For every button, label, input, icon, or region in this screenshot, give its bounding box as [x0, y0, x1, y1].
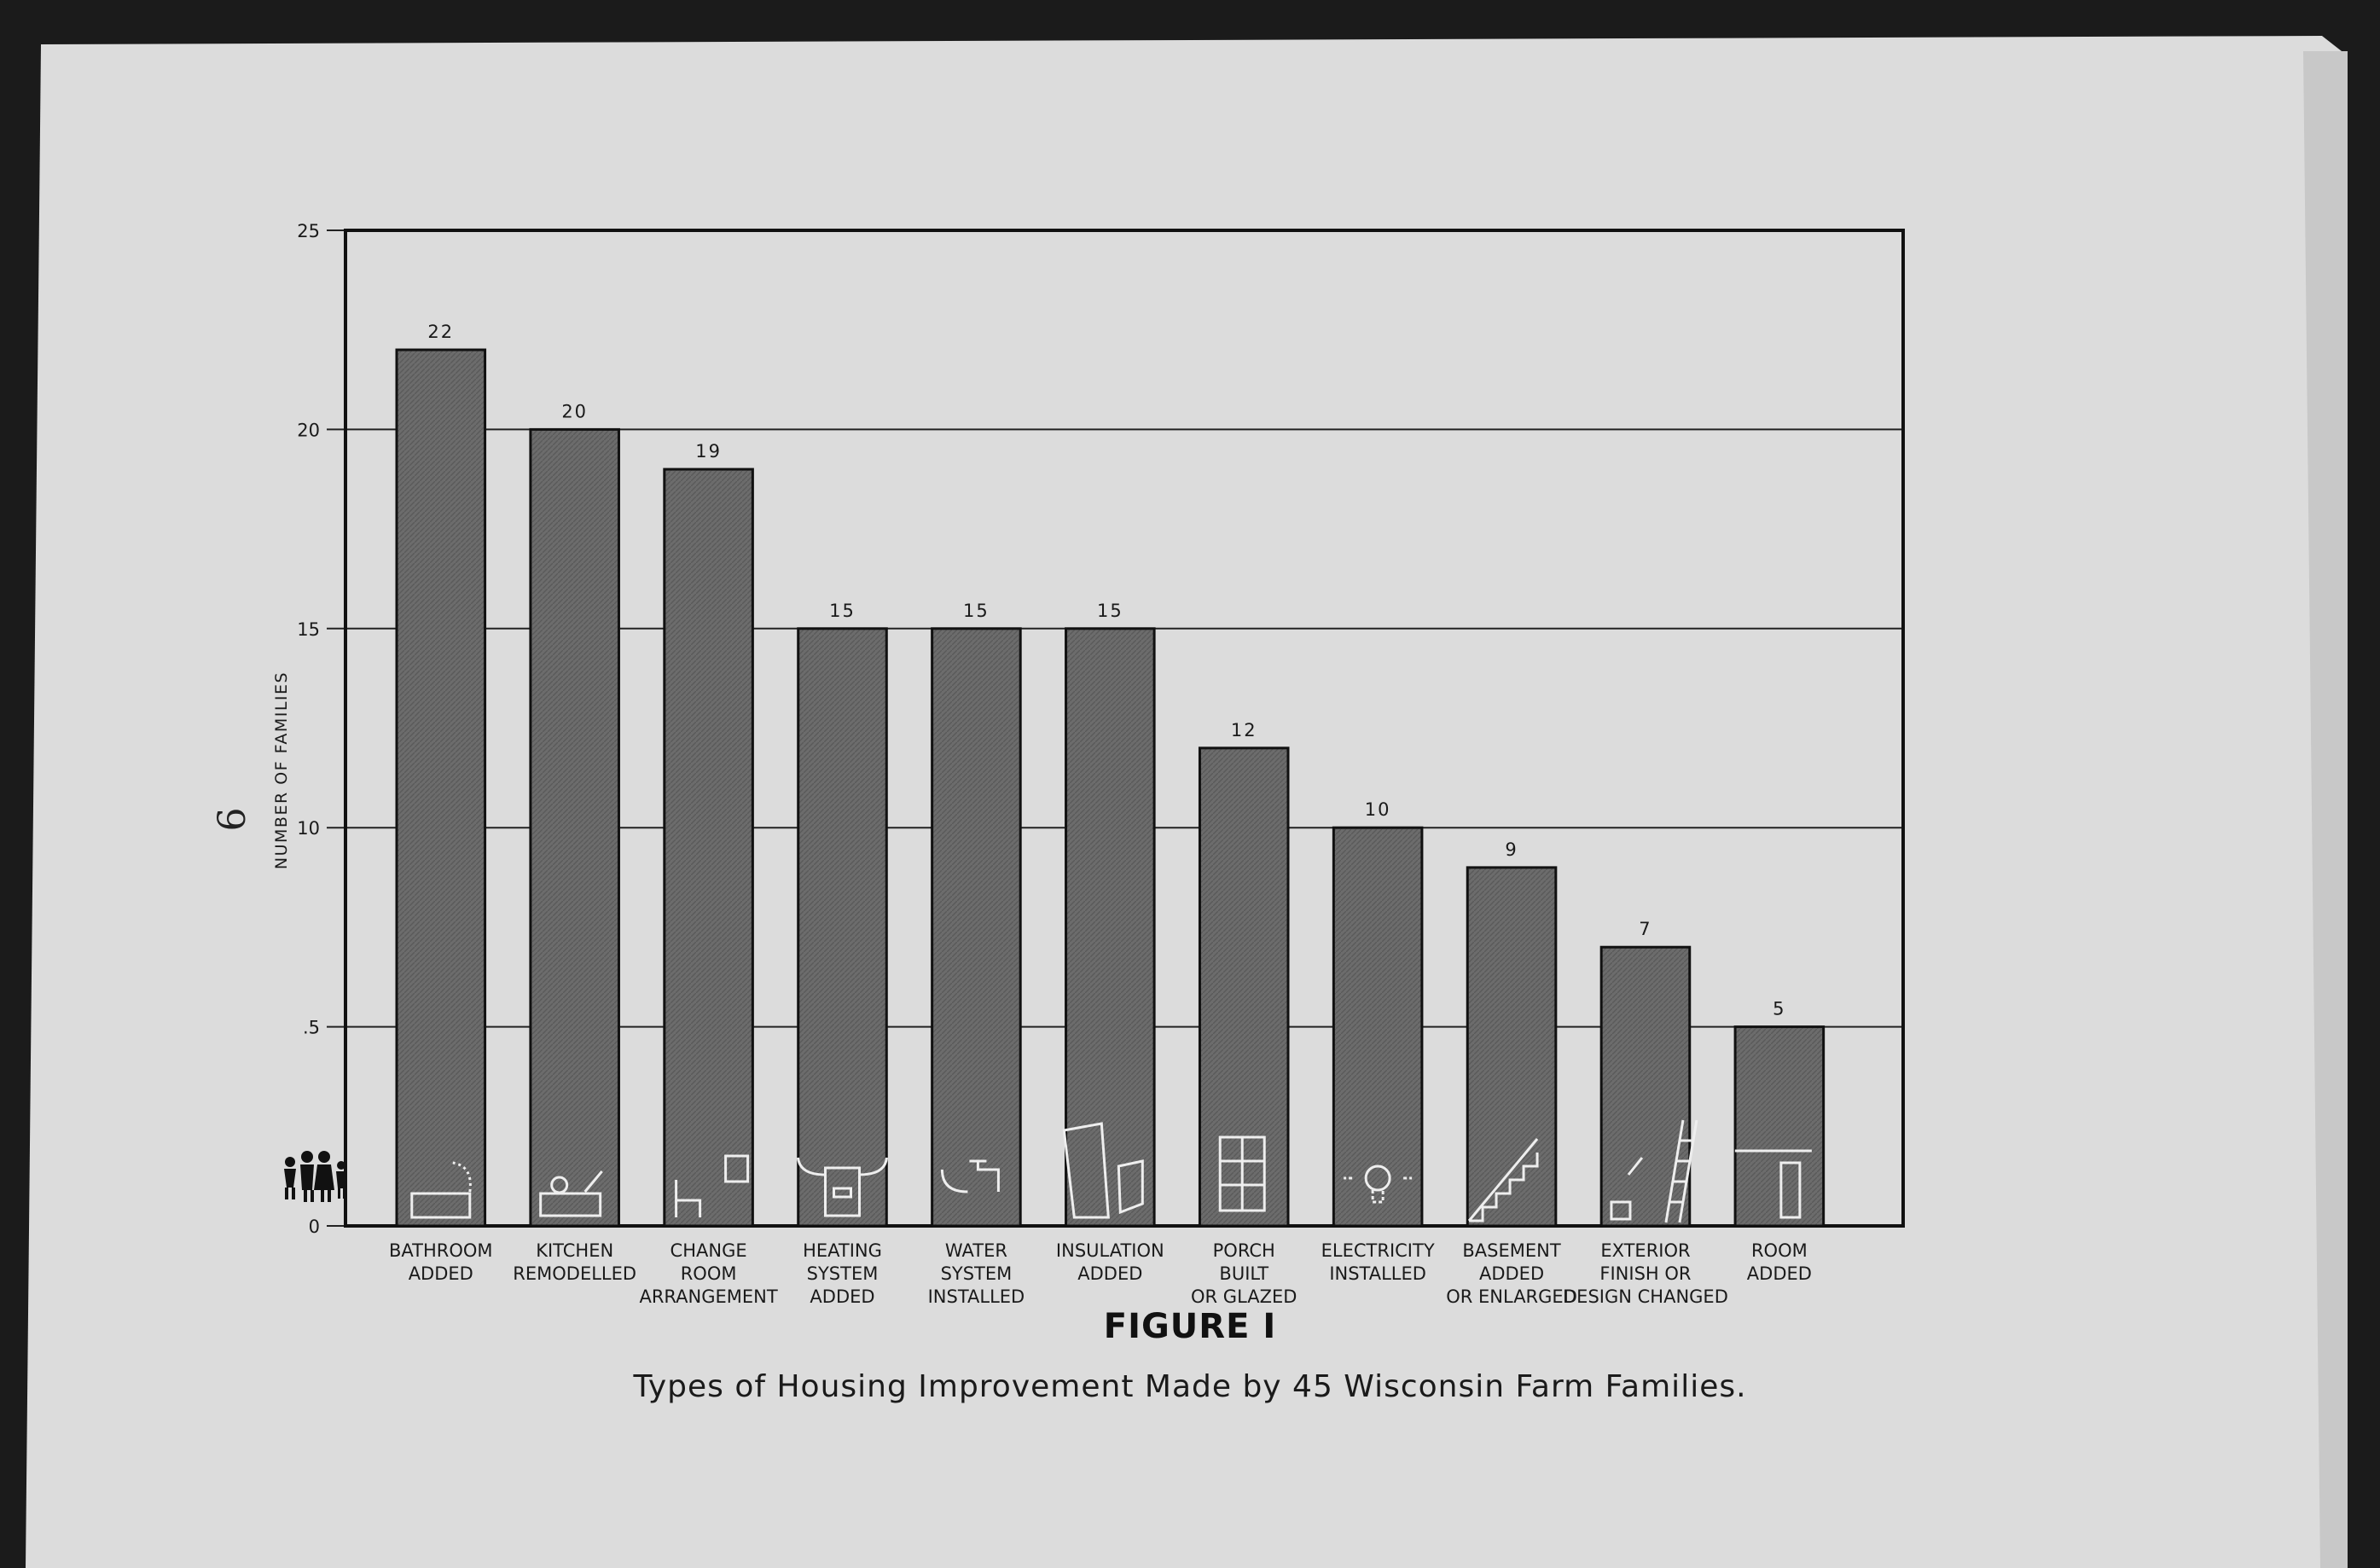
bar-porch-built-or-glazed	[1199, 748, 1288, 1226]
category-label-line: DESIGN CHANGED	[1563, 1286, 1728, 1307]
category-label-line: WATER	[944, 1240, 1007, 1261]
category-label-line: INSTALLED	[1329, 1263, 1426, 1284]
category-label-line: FINISH OR	[1599, 1263, 1692, 1284]
bar-bathroom-added	[397, 350, 485, 1226]
category-label-line: REMODELLED	[513, 1263, 637, 1284]
bar-value-label: 15	[1096, 600, 1123, 621]
bar-kitchen-remodelled	[531, 429, 619, 1226]
figure-label: FIGURE I	[1103, 1307, 1277, 1346]
figure-caption: Types of Housing Improvement Made by 45 Wisconsin Farm Families.	[633, 1369, 1747, 1404]
category-label-line: PORCH	[1212, 1240, 1275, 1261]
y-tick-label: 25	[297, 221, 320, 241]
page-number: 9	[207, 807, 252, 832]
category-label-line: OR ENLARGED	[1446, 1286, 1577, 1307]
category-label-line: SYSTEM	[940, 1263, 1013, 1284]
category-label-line: INSTALLED	[927, 1286, 1025, 1307]
y-tick-label: 10	[297, 818, 320, 839]
bar-value-label: 7	[1639, 919, 1652, 940]
category-label-line: ROOM	[680, 1263, 737, 1284]
bar-basement-added-or-enlarged	[1467, 868, 1556, 1226]
category-label-line: EXTERIOR	[1600, 1240, 1691, 1261]
category-label-line: SYSTEM	[806, 1263, 879, 1284]
bar-value-label: 19	[695, 441, 722, 462]
category-label-line: ADDED	[1077, 1263, 1143, 1284]
y-tick-label: 20	[297, 420, 320, 441]
category-label-line: OR GLAZED	[1191, 1286, 1297, 1307]
bar-value-label: 10	[1364, 799, 1391, 821]
bar-water-system-installed	[932, 629, 1021, 1226]
bar-exterior-finish-or-design-changed	[1601, 947, 1690, 1226]
category-label-line: ADDED	[810, 1286, 875, 1307]
bar-change-room-arrangement	[665, 469, 753, 1226]
y-tick-label: 0	[308, 1217, 320, 1237]
category-label-line: ADDED	[1746, 1263, 1812, 1284]
bar-value-label: 20	[561, 401, 589, 422]
category-label-line: ADDED	[408, 1263, 473, 1284]
category-label-line: HEATING	[803, 1240, 882, 1261]
y-tick-label: 15	[297, 618, 320, 640]
bar-room-added	[1735, 1027, 1824, 1226]
bar-value-label: 12	[1230, 719, 1257, 740]
category-label-line: BASEMENT	[1462, 1240, 1561, 1261]
category-label-line: INSULATION	[1055, 1240, 1164, 1261]
bar-value-label: 22	[427, 322, 455, 343]
category-label-line: ELECTRICITY	[1321, 1240, 1435, 1261]
category-label-line: KITCHEN	[536, 1240, 614, 1261]
bar-value-label: 15	[829, 600, 856, 621]
category-label-line: ARRANGEMENT	[639, 1286, 778, 1307]
category-label-line: ROOM	[1750, 1240, 1808, 1261]
bar-value-label: 15	[963, 600, 990, 621]
category-label-line: BUILT	[1219, 1263, 1269, 1284]
bar-insulation-added	[1066, 629, 1155, 1226]
bar-value-label: 9	[1505, 839, 1518, 860]
category-label-line: CHANGE	[670, 1240, 747, 1261]
y-axis-label: NUMBER OF FAMILIES	[272, 671, 291, 870]
y-tick-label: .5	[302, 1017, 320, 1038]
bar-heating-system-added	[798, 629, 887, 1226]
category-label-line: BATHROOM	[389, 1240, 493, 1261]
category-label-line: ADDED	[1478, 1263, 1545, 1284]
bar-value-label: 5	[1773, 998, 1786, 1019]
